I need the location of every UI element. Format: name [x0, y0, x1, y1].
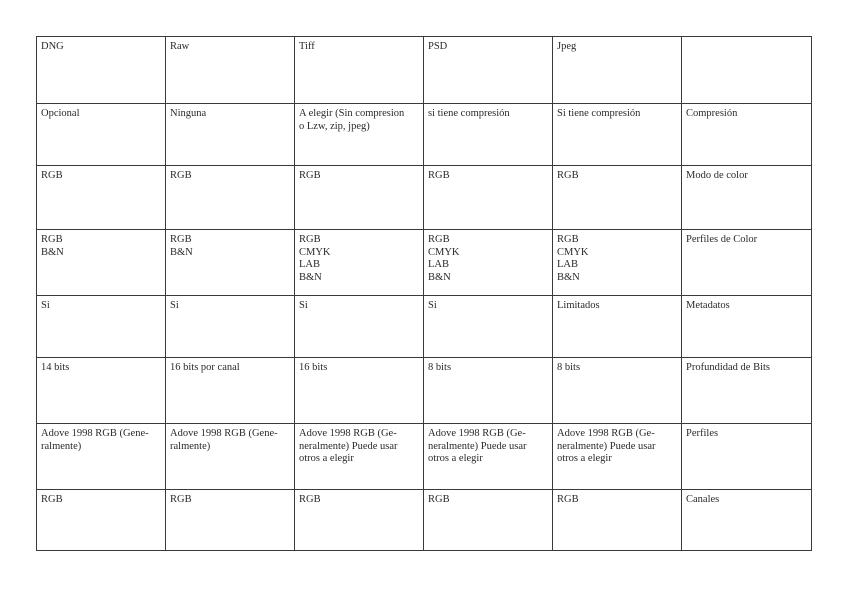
table-cell	[553, 104, 682, 166]
table-cell	[553, 424, 682, 490]
cell-text-line: B&N	[557, 271, 580, 283]
cell-text-line: A elegir (Sin compresion	[299, 108, 405, 119]
cell-text-line: CMYK	[428, 246, 460, 258]
cell-text-line: RGB	[41, 234, 63, 245]
cell-text-line: RGB	[170, 170, 192, 181]
cell-text-line: RGB	[170, 494, 192, 505]
cell-text-line: RGB	[557, 494, 579, 505]
table-cell	[682, 424, 812, 490]
cell-text-line: RGB	[557, 234, 579, 245]
cell-text-line: LAB	[299, 259, 320, 270]
cell-text-line: Si	[428, 300, 437, 311]
cell-text-line: LAB	[557, 259, 578, 270]
table-cell	[682, 37, 812, 104]
cell-text-line: LAB	[428, 259, 449, 270]
cell-text-line: 16 bits	[299, 362, 328, 373]
table-cell	[295, 230, 424, 296]
cell-text-line: neralmente) Puede usar	[428, 440, 527, 452]
table-cell	[553, 166, 682, 230]
table-cell	[553, 358, 682, 424]
table-cell	[682, 296, 812, 358]
cell-text-line: Adove 1998 RGB (Gene-	[41, 428, 149, 439]
table-cell	[166, 230, 295, 296]
cell-text-line: Adove 1998 RGB (Ge-	[557, 428, 655, 439]
table-cell	[295, 358, 424, 424]
table-row	[37, 104, 812, 166]
cell-text-line: RGB	[41, 494, 63, 505]
table-cell	[682, 358, 812, 424]
table-row	[37, 424, 812, 490]
cell-text-line: RGB	[557, 170, 579, 181]
cell-text-line: Si	[299, 300, 308, 311]
table-cell	[424, 104, 553, 166]
table-cell	[682, 230, 812, 296]
cell-text-line: Opcional	[41, 108, 80, 119]
table-cell	[295, 166, 424, 230]
cell-text-line: RGB	[428, 170, 450, 181]
cell-text-line: Si tiene compresión	[557, 108, 641, 119]
cell-text-line: 8 bits	[428, 362, 452, 373]
table-row	[37, 490, 812, 551]
table-cell	[682, 490, 812, 551]
table-cell	[424, 230, 553, 296]
cell-text-line: ralmente)	[41, 440, 82, 452]
table-cell	[424, 37, 553, 104]
cell-text-line: otros a elegir	[299, 453, 354, 464]
cell-text-line: RGB	[428, 494, 450, 505]
cell-text-line: Modo de color	[686, 170, 748, 181]
cell-text-line: DNG	[41, 41, 64, 52]
table-cell	[37, 104, 166, 166]
table-cell	[553, 37, 682, 104]
cell-text-line: si tiene compresión	[428, 108, 510, 119]
cell-text-line: Profundidad de Bits	[686, 362, 770, 373]
cell-text-line: Si	[41, 300, 50, 311]
cell-text-line: Ninguna	[170, 108, 207, 119]
cell-text-line: o Lzw, zip, jpeg)	[299, 120, 370, 132]
format-comparison-table	[36, 36, 812, 551]
cell-text-line: Adove 1998 RGB (Ge-	[299, 428, 397, 439]
table-row	[37, 230, 812, 296]
cell-text-line: CMYK	[557, 246, 589, 258]
cell-text-line: RGB	[299, 494, 321, 505]
table-row	[37, 358, 812, 424]
table-cell	[166, 37, 295, 104]
table-cell	[37, 490, 166, 551]
table-row	[37, 37, 812, 104]
cell-text-line: B&N	[41, 246, 64, 258]
table-cell	[553, 230, 682, 296]
cell-text-line: Metadatos	[686, 300, 730, 311]
table-cell	[424, 490, 553, 551]
table-cell	[37, 424, 166, 490]
table-cell	[166, 296, 295, 358]
cell-text-line: 8 bits	[557, 362, 581, 373]
table-cell	[553, 296, 682, 358]
cell-text-line: neralmente) Puede usar	[557, 440, 656, 452]
table-body	[37, 37, 812, 551]
cell-text-line: otros a elegir	[428, 453, 483, 464]
table-cell	[166, 166, 295, 230]
cell-text-line: Perfiles de Color	[686, 234, 758, 245]
cell-text-line: ralmente)	[170, 440, 211, 452]
table-cell	[166, 358, 295, 424]
table-cell	[424, 424, 553, 490]
cell-text-line: otros a elegir	[557, 453, 612, 464]
cell-text-line: 16 bits por canal	[170, 362, 240, 373]
table-cell	[37, 37, 166, 104]
table-cell	[424, 296, 553, 358]
cell-text-line: Adove 1998 RGB (Gene-	[170, 428, 278, 439]
cell-text-line: Raw	[170, 41, 190, 52]
table-cell	[295, 37, 424, 104]
table-row	[37, 166, 812, 230]
cell-text-line: RGB	[428, 234, 450, 245]
table-cell	[682, 166, 812, 230]
table-cell	[295, 424, 424, 490]
table-cell	[295, 296, 424, 358]
table-cell	[37, 230, 166, 296]
cell-text-line: Adove 1998 RGB (Ge-	[428, 428, 526, 439]
cell-text-line: Tiff	[299, 41, 315, 52]
table-cell	[166, 490, 295, 551]
table-cell	[424, 166, 553, 230]
cell-text-line: B&N	[299, 271, 322, 283]
cell-text-line: CMYK	[299, 246, 331, 258]
table-cell	[295, 104, 424, 166]
cell-text-line: neralmente) Puede usar	[299, 440, 398, 452]
cell-text-line: B&N	[428, 271, 451, 283]
cell-text-line: RGB	[170, 234, 192, 245]
table-cell	[553, 490, 682, 551]
table-cell	[166, 424, 295, 490]
cell-text-line: Compresión	[686, 108, 738, 119]
cell-text-line: RGB	[299, 170, 321, 181]
cell-text-line: RGB	[299, 234, 321, 245]
table-cell	[295, 490, 424, 551]
table-cell	[37, 358, 166, 424]
cell-text-line: RGB	[41, 170, 63, 181]
table-cell	[166, 104, 295, 166]
table-cell	[424, 358, 553, 424]
cell-text-line: 14 bits	[41, 362, 70, 373]
cell-text-line: PSD	[428, 41, 448, 52]
table-row	[37, 296, 812, 358]
cell-text-line: B&N	[170, 246, 193, 258]
table-cell	[37, 166, 166, 230]
table-cell	[37, 296, 166, 358]
cell-text-line: Jpeg	[557, 41, 577, 52]
cell-text-line: Limitados	[557, 300, 600, 311]
cell-text-line: Canales	[686, 494, 720, 505]
document-page	[36, 36, 812, 551]
cell-text-line: Si	[170, 300, 179, 311]
cell-text-line: Perfiles	[686, 428, 719, 439]
table-cell	[682, 104, 812, 166]
